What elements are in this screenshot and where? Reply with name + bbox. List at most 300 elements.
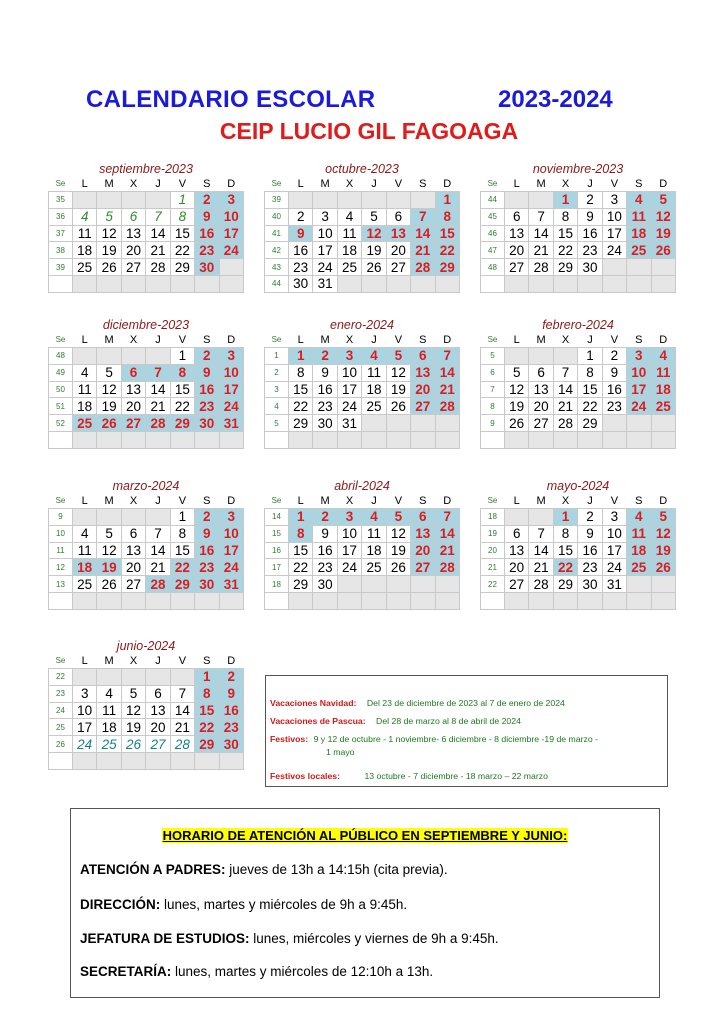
week-number: 52 [49, 415, 73, 432]
day-cell: 20 [386, 242, 410, 259]
week-row [481, 592, 676, 609]
day-cell: 12 [651, 208, 675, 225]
title-text: CALENDARIO ESCOLAR [86, 86, 376, 113]
day-cell: 22 [170, 398, 194, 415]
empty-cell [362, 592, 386, 609]
weekday-label: D [219, 494, 243, 509]
day-cell: 29 [170, 576, 194, 593]
week-row [265, 576, 460, 593]
weekday-header [265, 494, 460, 509]
weekday-label: X [121, 333, 145, 348]
month-table [264, 494, 460, 610]
weekday-label: V [602, 333, 626, 348]
day-cell: 1 [553, 509, 577, 526]
week-row [49, 576, 244, 593]
day-cell: 26 [504, 415, 528, 432]
day-cell: 15 [288, 542, 312, 559]
empty-cell [627, 431, 651, 448]
day-cell: 22 [170, 242, 194, 259]
day-cell: 7 [435, 348, 459, 365]
empty-cell [170, 592, 194, 609]
weekday-label: V [386, 333, 410, 348]
month-table [480, 177, 676, 293]
week-number: 26 [49, 736, 73, 753]
weekday-label: M [313, 333, 337, 348]
week-row [49, 702, 244, 719]
empty-cell [97, 592, 121, 609]
day-cell: 25 [72, 259, 96, 276]
day-cell: 11 [72, 225, 96, 242]
month-calendar [264, 162, 460, 293]
day-cell: 10 [313, 225, 337, 242]
weekday-label: D [435, 177, 459, 192]
week-number: 15 [265, 525, 289, 542]
day-cell: 8 [288, 525, 312, 542]
month-name: junio-2024 [116, 639, 176, 653]
weekday-label: L [72, 177, 96, 192]
weekday-label: V [602, 177, 626, 192]
empty-cell [288, 431, 312, 448]
week-number: 49 [49, 364, 73, 381]
day-cell: 31 [337, 415, 361, 432]
week-row [265, 509, 460, 526]
empty-cell [219, 752, 243, 769]
weekday-label: D [219, 333, 243, 348]
day-cell: 11 [362, 525, 386, 542]
day-cell: 1 [195, 669, 219, 686]
hours-secretaria-label: SECRETARÍA: [80, 964, 172, 979]
empty-cell [337, 576, 361, 593]
month-table [264, 177, 460, 293]
week-row [265, 559, 460, 576]
day-cell: 17 [219, 542, 243, 559]
week-number: 38 [49, 242, 73, 259]
empty-cell [72, 509, 96, 526]
week-row [481, 415, 676, 432]
empty-cell [97, 275, 121, 292]
day-cell: 22 [170, 559, 194, 576]
week-number: 2 [265, 364, 289, 381]
weekday-label: J [578, 333, 602, 348]
legend-festivos-value: 9 y 12 de octubre - 1 noviembre- 6 diciembre - 8 diciembre -19 de marzo - [313, 734, 598, 744]
hours-padres-label: ATENCIÓN A PADRES: [80, 862, 226, 877]
weekday-label: S [195, 333, 219, 348]
week-header: Se [265, 177, 289, 192]
day-cell: 27 [411, 559, 435, 576]
day-cell: 20 [504, 242, 528, 259]
weekday-label: S [627, 333, 651, 348]
week-row [481, 364, 676, 381]
day-cell: 8 [170, 525, 194, 542]
day-cell: 30 [288, 275, 312, 292]
day-cell: 27 [146, 736, 170, 753]
week-number: 1 [265, 348, 289, 365]
week-number [481, 431, 505, 448]
week-number: 13 [49, 576, 73, 593]
week-row [481, 542, 676, 559]
week-number: 4 [265, 398, 289, 415]
hours-direccion [80, 897, 407, 912]
day-cell: 11 [72, 381, 96, 398]
day-cell: 29 [288, 415, 312, 432]
day-cell: 3 [219, 192, 243, 209]
day-cell: 11 [627, 208, 651, 225]
day-cell: 29 [578, 415, 602, 432]
empty-cell [146, 752, 170, 769]
week-number: 46 [481, 225, 505, 242]
day-cell: 12 [386, 525, 410, 542]
day-cell: 26 [97, 259, 121, 276]
week-row [481, 242, 676, 259]
day-cell: 21 [529, 559, 553, 576]
weekday-header [49, 494, 244, 509]
day-cell: 9 [578, 525, 602, 542]
empty-cell [504, 192, 528, 209]
empty-cell [651, 259, 675, 276]
empty-cell [386, 275, 410, 292]
week-number: 39 [265, 192, 289, 209]
week-row [49, 398, 244, 415]
empty-cell [602, 415, 626, 432]
day-cell: 5 [651, 509, 675, 526]
day-cell: 8 [578, 364, 602, 381]
day-cell: 31 [313, 275, 337, 292]
day-cell: 26 [386, 559, 410, 576]
empty-cell [627, 415, 651, 432]
day-cell: 6 [504, 208, 528, 225]
weekday-label: M [529, 494, 553, 509]
day-cell: 15 [170, 225, 194, 242]
week-number [49, 592, 73, 609]
week-number: 42 [265, 242, 289, 259]
day-cell: 6 [504, 525, 528, 542]
day-cell: 1 [578, 348, 602, 365]
day-cell: 25 [337, 259, 361, 276]
weekday-label: V [386, 177, 410, 192]
weekday-label: X [553, 494, 577, 509]
empty-cell [121, 275, 145, 292]
week-row [49, 364, 244, 381]
day-cell: 1 [435, 192, 459, 209]
day-cell: 10 [219, 364, 243, 381]
weekday-label: X [553, 333, 577, 348]
week-number: 47 [481, 242, 505, 259]
legend-navidad-value: Del 23 de diciembre de 2023 al 7 de enero de 2024 [366, 698, 565, 708]
day-cell: 16 [313, 381, 337, 398]
day-cell: 8 [553, 208, 577, 225]
week-row [265, 398, 460, 415]
empty-cell [435, 592, 459, 609]
day-cell: 23 [578, 242, 602, 259]
day-cell: 2 [195, 192, 219, 209]
week-header: Se [49, 333, 73, 348]
day-cell: 14 [553, 381, 577, 398]
week-header: Se [49, 177, 73, 192]
month-table [48, 654, 244, 770]
empty-cell [386, 576, 410, 593]
weekday-label: X [121, 494, 145, 509]
week-number: 3 [265, 381, 289, 398]
week-number: 14 [265, 509, 289, 526]
empty-cell [411, 415, 435, 432]
day-cell: 4 [627, 192, 651, 209]
weekday-label: J [146, 333, 170, 348]
week-header: Se [481, 333, 505, 348]
day-cell: 15 [578, 381, 602, 398]
day-cell: 6 [411, 348, 435, 365]
day-cell: 16 [578, 225, 602, 242]
week-row [265, 415, 460, 432]
day-cell: 9 [288, 225, 312, 242]
day-cell: 25 [362, 398, 386, 415]
empty-cell [411, 431, 435, 448]
day-cell: 14 [435, 364, 459, 381]
day-cell: 23 [219, 719, 243, 736]
day-cell: 19 [121, 719, 145, 736]
day-cell: 17 [337, 542, 361, 559]
empty-cell [219, 592, 243, 609]
day-cell: 16 [288, 242, 312, 259]
day-cell: 27 [529, 415, 553, 432]
day-cell: 27 [121, 576, 145, 593]
day-cell: 9 [195, 525, 219, 542]
month-calendar [48, 318, 244, 449]
empty-cell [529, 431, 553, 448]
day-cell: 2 [313, 509, 337, 526]
day-cell: 4 [72, 364, 96, 381]
day-cell: 4 [627, 509, 651, 526]
day-cell: 11 [97, 702, 121, 719]
week-row [265, 192, 460, 209]
weekday-label: L [504, 494, 528, 509]
weekday-label: J [362, 494, 386, 509]
week-number: 43 [265, 259, 289, 276]
month-name: mayo-2024 [546, 479, 610, 493]
empty-cell [219, 431, 243, 448]
weekday-label: S [627, 177, 651, 192]
day-cell: 19 [97, 398, 121, 415]
week-row [481, 275, 676, 292]
week-number: 19 [481, 525, 505, 542]
day-cell: 29 [170, 415, 194, 432]
day-cell: 27 [504, 259, 528, 276]
empty-cell [195, 275, 219, 292]
day-cell: 12 [362, 225, 386, 242]
day-cell: 13 [504, 225, 528, 242]
day-cell: 9 [602, 364, 626, 381]
week-row [481, 525, 676, 542]
week-number: 11 [49, 542, 73, 559]
day-cell: 11 [362, 364, 386, 381]
day-cell: 30 [195, 415, 219, 432]
week-number: 9 [49, 509, 73, 526]
day-cell: 7 [529, 525, 553, 542]
week-row [49, 542, 244, 559]
month-name: octubre-2023 [325, 162, 399, 176]
empty-cell [651, 576, 675, 593]
day-cell: 13 [411, 525, 435, 542]
empty-cell [435, 415, 459, 432]
day-cell: 22 [553, 559, 577, 576]
office-hours-title: HORARIO DE ATENCIÓN AL PÚBLICO EN SEPTIEMBRE Y JUNIO: [162, 828, 568, 843]
day-cell: 5 [651, 192, 675, 209]
weekday-label: X [337, 333, 361, 348]
day-cell: 3 [337, 509, 361, 526]
empty-cell [411, 576, 435, 593]
day-cell: 1 [288, 348, 312, 365]
weekday-label: L [72, 494, 96, 509]
day-cell: 15 [170, 542, 194, 559]
legend-festivos [270, 734, 598, 744]
weekday-label: D [435, 333, 459, 348]
empty-cell [97, 348, 121, 365]
weekday-label: J [146, 177, 170, 192]
empty-cell [386, 431, 410, 448]
weekday-label: J [578, 177, 602, 192]
day-cell: 10 [602, 525, 626, 542]
day-cell: 28 [529, 259, 553, 276]
weekday-label: L [72, 654, 96, 669]
weekday-header [49, 333, 244, 348]
day-cell: 12 [504, 381, 528, 398]
day-cell: 21 [146, 242, 170, 259]
legend-pascua-label: Vacaciones de Pascua: [270, 716, 366, 726]
day-cell: 2 [578, 192, 602, 209]
day-cell: 25 [651, 398, 675, 415]
week-row [49, 225, 244, 242]
month-calendar [48, 639, 244, 770]
week-row [265, 592, 460, 609]
empty-cell [146, 348, 170, 365]
week-row [481, 431, 676, 448]
day-cell: 21 [146, 398, 170, 415]
empty-cell [529, 592, 553, 609]
empty-cell [146, 431, 170, 448]
month-name: marzo-2024 [112, 479, 180, 493]
week-row [265, 225, 460, 242]
weekday-header [49, 177, 244, 192]
day-cell: 13 [504, 542, 528, 559]
week-number: 8 [481, 398, 505, 415]
month-table [48, 177, 244, 293]
empty-cell [313, 592, 337, 609]
empty-cell [627, 592, 651, 609]
weekday-label: L [288, 494, 312, 509]
weekday-label: V [170, 177, 194, 192]
empty-cell [602, 592, 626, 609]
day-cell: 25 [72, 415, 96, 432]
month-calendar [264, 318, 460, 449]
day-cell: 14 [529, 225, 553, 242]
legend-locales [270, 771, 548, 781]
week-row [265, 242, 460, 259]
day-cell: 31 [219, 576, 243, 593]
empty-cell [170, 752, 194, 769]
day-cell: 16 [313, 542, 337, 559]
weekday-label: X [121, 654, 145, 669]
week-number: 48 [49, 348, 73, 365]
day-cell: 12 [97, 225, 121, 242]
empty-cell [170, 275, 194, 292]
weekday-label: X [337, 177, 361, 192]
hours-direccion-value: lunes, martes y miércoles de 9h a 9:45h. [160, 897, 408, 912]
day-cell: 26 [651, 559, 675, 576]
empty-cell [553, 348, 577, 365]
empty-cell [121, 592, 145, 609]
day-cell: 6 [121, 525, 145, 542]
empty-cell [411, 192, 435, 209]
weekday-header [481, 177, 676, 192]
weekday-label: X [121, 177, 145, 192]
week-row [49, 381, 244, 398]
week-row [481, 192, 676, 209]
week-number: 12 [49, 559, 73, 576]
day-cell: 10 [602, 208, 626, 225]
empty-cell [411, 275, 435, 292]
empty-cell [313, 431, 337, 448]
legend-locales-label: Festivos locales: [270, 771, 341, 781]
day-cell: 13 [529, 381, 553, 398]
week-row [265, 381, 460, 398]
day-cell: 7 [170, 685, 194, 702]
day-cell: 16 [219, 702, 243, 719]
day-cell: 17 [337, 381, 361, 398]
week-header: Se [481, 177, 505, 192]
empty-cell [72, 592, 96, 609]
day-cell: 22 [435, 242, 459, 259]
weekday-label: J [578, 494, 602, 509]
legend-festivos-cont [326, 747, 355, 757]
empty-cell [529, 192, 553, 209]
empty-cell [651, 415, 675, 432]
week-number: 7 [481, 381, 505, 398]
day-cell: 3 [602, 192, 626, 209]
week-number [49, 752, 73, 769]
day-cell: 21 [170, 719, 194, 736]
empty-cell [97, 431, 121, 448]
legend-festivos-value-2: 1 mayo [326, 747, 355, 757]
day-cell: 11 [651, 364, 675, 381]
weekday-label: V [170, 333, 194, 348]
day-cell: 9 [578, 208, 602, 225]
day-cell: 14 [146, 225, 170, 242]
day-cell: 4 [337, 208, 361, 225]
day-cell: 2 [313, 348, 337, 365]
week-row [49, 559, 244, 576]
empty-cell [504, 275, 528, 292]
empty-cell [553, 431, 577, 448]
empty-cell [362, 192, 386, 209]
day-cell: 29 [553, 259, 577, 276]
day-cell: 28 [435, 559, 459, 576]
weekday-label: S [195, 494, 219, 509]
empty-cell [651, 592, 675, 609]
week-row [265, 431, 460, 448]
day-cell: 6 [529, 364, 553, 381]
empty-cell [337, 192, 361, 209]
day-cell: 29 [288, 576, 312, 593]
month-calendar [48, 479, 244, 610]
weekday-header [49, 654, 244, 669]
week-number: 22 [481, 576, 505, 593]
week-header: Se [265, 333, 289, 348]
day-cell: 1 [170, 348, 194, 365]
empty-cell [386, 415, 410, 432]
day-cell: 19 [362, 242, 386, 259]
week-number: 16 [265, 542, 289, 559]
day-cell: 6 [386, 208, 410, 225]
day-cell: 23 [602, 398, 626, 415]
